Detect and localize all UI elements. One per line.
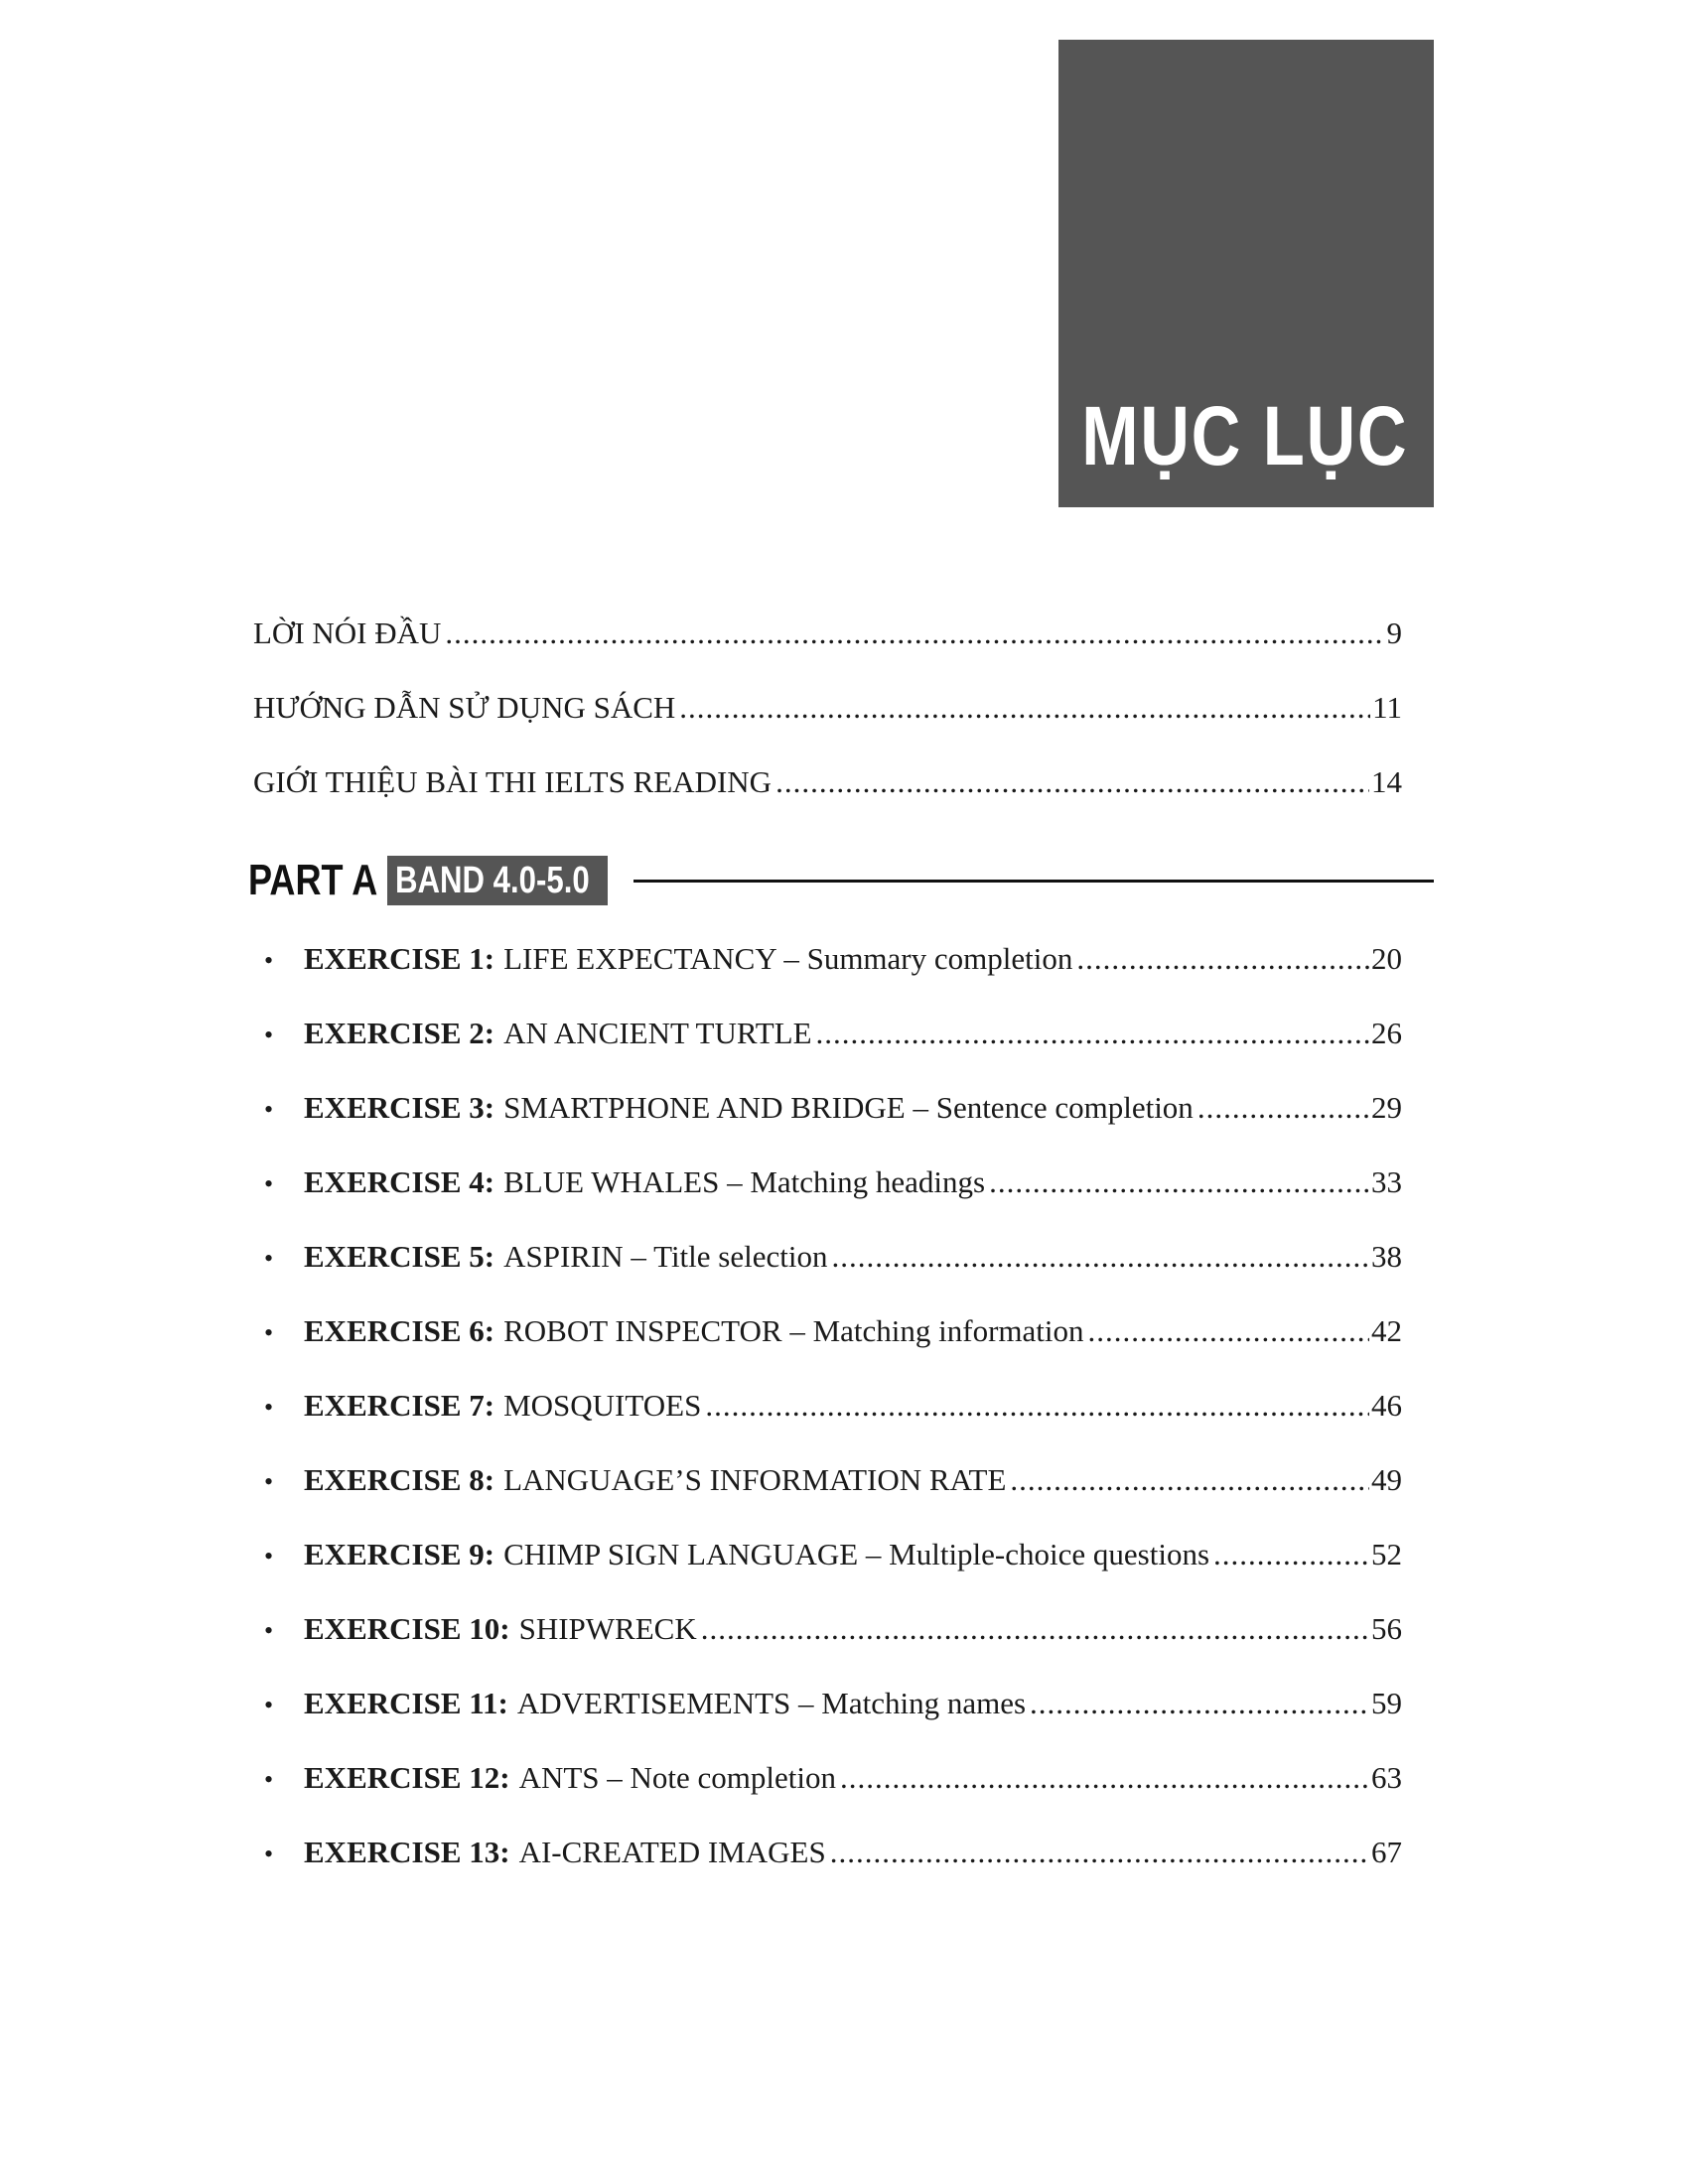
exercise-entry[interactable]: [264, 1613, 1402, 1644]
page-title: MỤC LỤC: [1080, 389, 1408, 482]
exercise-entry[interactable]: [264, 1315, 1402, 1346]
exercise-number: EXERCISE 10:: [304, 1611, 510, 1646]
exercise-entry[interactable]: [264, 1241, 1402, 1272]
dot-leader: [989, 1166, 1369, 1197]
dot-leader: [705, 1390, 1369, 1421]
toc-page-number: 26: [1371, 1016, 1402, 1050]
dot-leader: [1213, 1539, 1369, 1570]
toc-entry[interactable]: [253, 766, 1402, 797]
exercise-title: LANGUAGE’S INFORMATION RATE: [503, 1462, 1007, 1497]
exercise-title: ANTS – Note completion: [518, 1760, 837, 1795]
exercise-entry[interactable]: [264, 1018, 1402, 1048]
toc-page-number: 29: [1371, 1090, 1402, 1125]
toc-entry-label: LỜI NÓI ĐẦU: [253, 615, 442, 650]
toc-page-number: 63: [1371, 1760, 1402, 1795]
exercise-entry[interactable]: [264, 943, 1402, 974]
exercise-number: EXERCISE 4:: [304, 1164, 495, 1199]
exercise-title: AI-CREATED IMAGES: [518, 1835, 826, 1869]
bullet-icon: •: [264, 1021, 274, 1049]
toc-entry-label: HƯỚNG DẪN SỬ DỤNG SÁCH: [253, 690, 676, 725]
dot-leader: [701, 1613, 1369, 1644]
dot-leader: [840, 1762, 1369, 1793]
exercise-number: EXERCISE 7:: [304, 1388, 495, 1423]
toc-page-number: 9: [1386, 615, 1402, 650]
dot-leader: [831, 1241, 1369, 1272]
bullet-icon: •: [264, 1691, 274, 1719]
bullet-icon: •: [264, 946, 274, 975]
toc-entry-label: GIỚI THIỆU BÀI THI IELTS READING: [253, 764, 773, 799]
bullet-icon: •: [264, 1616, 274, 1645]
toc-entry[interactable]: [253, 692, 1402, 723]
bullet-icon: •: [264, 1318, 274, 1347]
exercise-entry[interactable]: [264, 1464, 1402, 1495]
dot-leader: [775, 766, 1369, 797]
exercise-number: EXERCISE 8:: [304, 1462, 495, 1497]
exercise-entry[interactable]: [264, 1166, 1402, 1197]
exercise-entry[interactable]: [264, 1762, 1402, 1793]
part-heading: [248, 856, 1434, 905]
bullet-icon: •: [264, 1393, 274, 1422]
exercise-title: AN ANCIENT TURTLE: [503, 1016, 812, 1050]
toc-page-number: 20: [1371, 941, 1402, 976]
toc-page-number: 42: [1371, 1313, 1402, 1348]
exercise-entry[interactable]: [264, 1688, 1402, 1718]
exercise-number: EXERCISE 12:: [304, 1760, 510, 1795]
exercise-number: EXERCISE 13:: [304, 1835, 510, 1869]
exercise-number: EXERCISE 2:: [304, 1016, 495, 1050]
exercise-number: EXERCISE 3:: [304, 1090, 495, 1125]
exercise-number: EXERCISE 1:: [304, 941, 495, 976]
bullet-icon: •: [264, 1169, 274, 1198]
bullet-icon: •: [264, 1095, 274, 1124]
exercise-number: EXERCISE 9:: [304, 1537, 495, 1571]
dot-leader: [1030, 1688, 1369, 1718]
toc-page-number: 67: [1371, 1835, 1402, 1869]
band-badge: [387, 856, 608, 905]
toc-page-number: 33: [1371, 1164, 1402, 1199]
exercise-entry[interactable]: [264, 1837, 1402, 1867]
toc-page-number: 49: [1371, 1462, 1402, 1497]
exercise-title: ADVERTISEMENTS – Matching names: [516, 1686, 1027, 1720]
dot-leader: [445, 617, 1384, 648]
band-badge-label: BAND 4.0-5.0: [395, 860, 590, 901]
exercise-title: ASPIRIN – Title selection: [503, 1239, 828, 1274]
section-divider: [633, 880, 1434, 883]
exercise-entry[interactable]: [264, 1539, 1402, 1570]
exercise-number: EXERCISE 5:: [304, 1239, 495, 1274]
exercise-title: SMARTPHONE AND BRIDGE – Sentence completion: [503, 1090, 1194, 1125]
exercise-title: LIFE EXPECTANCY – Summary completion: [503, 941, 1073, 976]
bullet-icon: •: [264, 1467, 274, 1496]
bullet-icon: •: [264, 1840, 274, 1868]
dot-leader: [830, 1837, 1369, 1867]
toc-page-number: 11: [1372, 690, 1402, 725]
toc-page-number: 38: [1371, 1239, 1402, 1274]
exercise-entry[interactable]: [264, 1390, 1402, 1421]
exercise-title: ROBOT INSPECTOR – Matching information: [503, 1313, 1084, 1348]
dot-leader: [1088, 1315, 1370, 1346]
toc-page-number: 14: [1371, 764, 1402, 799]
dot-leader: [1010, 1464, 1369, 1495]
exercise-number: EXERCISE 11:: [304, 1686, 508, 1720]
exercise-title: CHIMP SIGN LANGUAGE – Multiple-choice questions: [503, 1537, 1210, 1571]
toc-page-number: 46: [1371, 1388, 1402, 1423]
bullet-icon: •: [264, 1765, 274, 1794]
exercise-number: EXERCISE 6:: [304, 1313, 495, 1348]
title-block: [1058, 40, 1434, 507]
bullet-icon: •: [264, 1244, 274, 1273]
dot-leader: [679, 692, 1370, 723]
exercise-title: SHIPWRECK: [518, 1611, 697, 1646]
toc-page-number: 52: [1371, 1537, 1402, 1571]
dot-leader: [816, 1018, 1369, 1048]
exercise-entry[interactable]: [264, 1092, 1402, 1123]
toc-page-number: 56: [1371, 1611, 1402, 1646]
dot-leader: [1076, 943, 1369, 974]
exercise-title: BLUE WHALES – Matching headings: [503, 1164, 986, 1199]
exercise-title: MOSQUITOES: [503, 1388, 702, 1423]
part-label: PART A: [248, 856, 378, 904]
bullet-icon: •: [264, 1542, 274, 1570]
toc-page-number: 59: [1371, 1686, 1402, 1720]
toc-entry[interactable]: [253, 617, 1402, 648]
dot-leader: [1197, 1092, 1369, 1123]
